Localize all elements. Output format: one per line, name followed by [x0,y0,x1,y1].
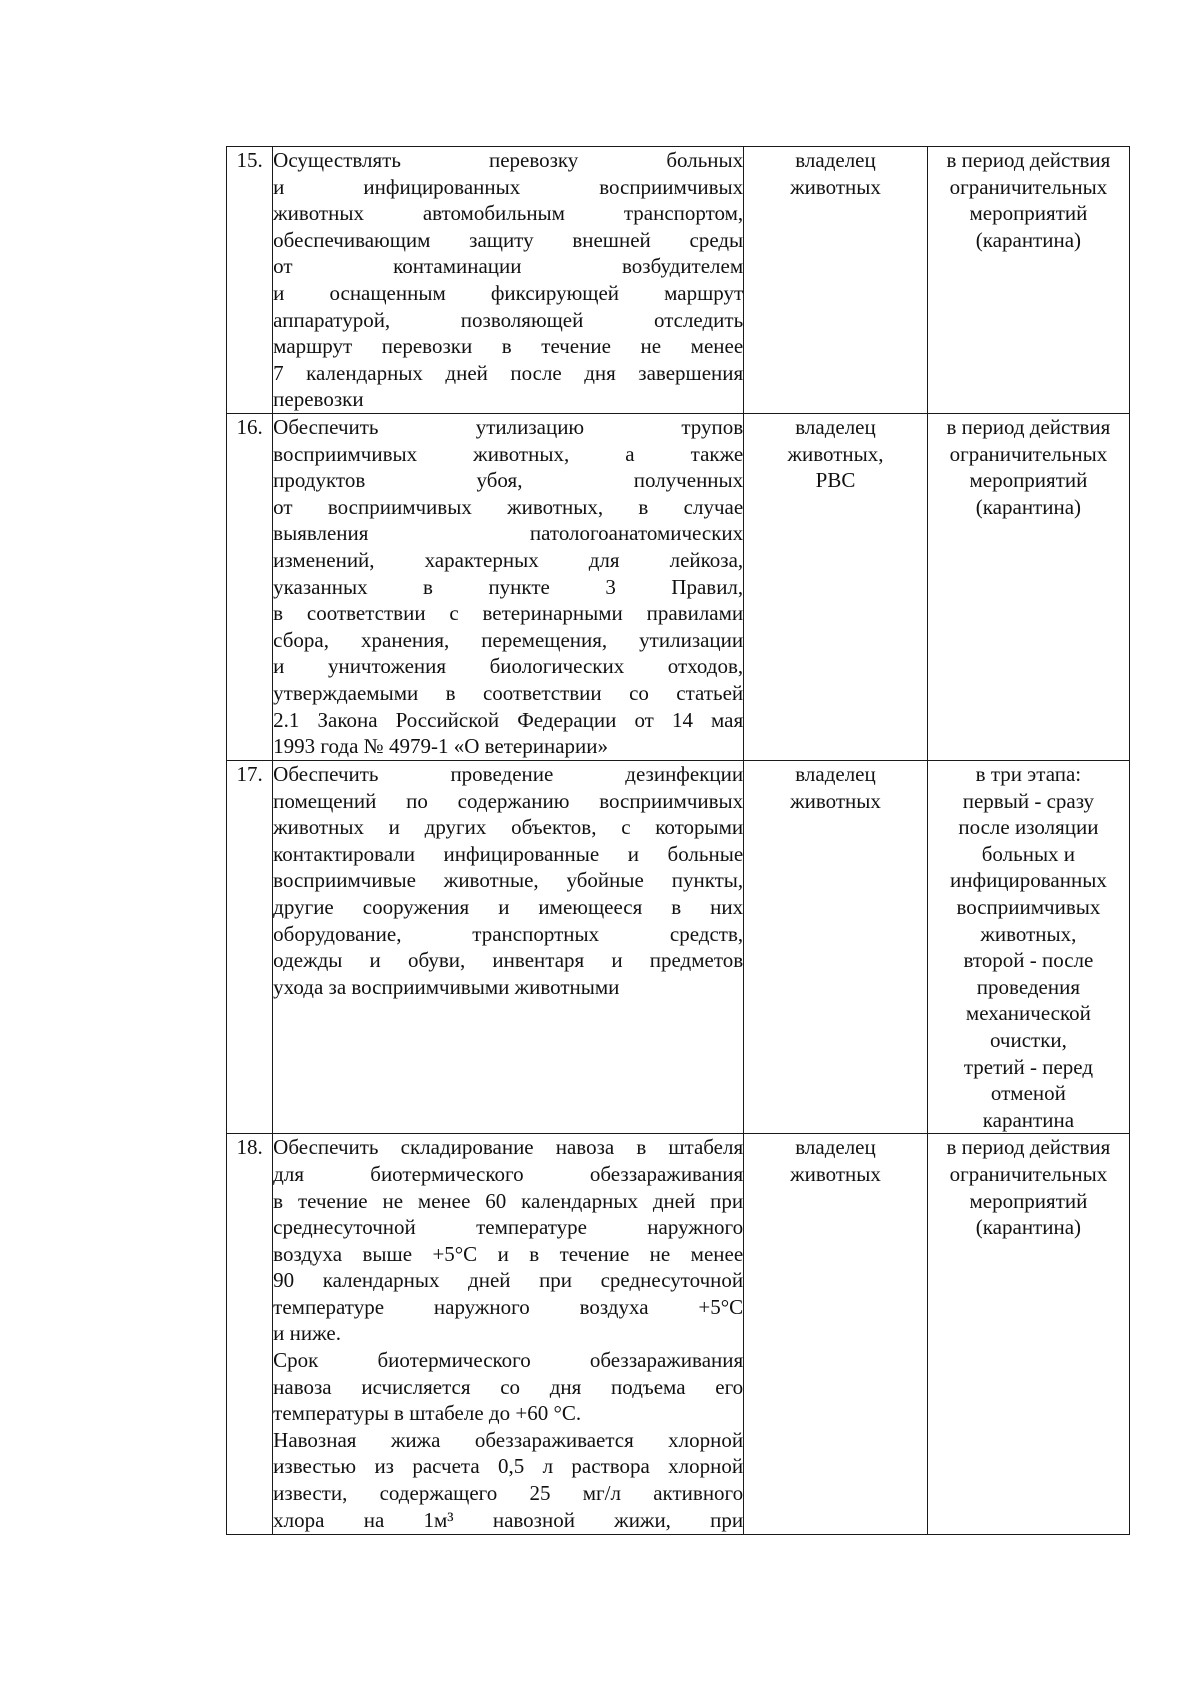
text-line: владелец [795,1135,876,1160]
text-line: Срок биотермического обеззараживания [273,1348,744,1373]
text-line: одежды и обуви, инвентаря и предметов [273,948,744,973]
text-line: от восприимчивых животных, в случае [273,494,744,519]
text-line: выявления патологоанатомических [273,521,744,546]
measures-table [226,146,1130,1535]
text-line: в три этапа: [975,762,1082,786]
text-line: отменой [990,1081,1066,1106]
text-line: в период действия [946,1135,1111,1160]
text-line: маршрут перевозки в течение не менее [273,334,744,359]
text-line: второй - после [963,948,1094,973]
action-cell [273,1134,744,1535]
text-line: животных автомобильным транспортом, [273,201,744,226]
text-line: ограничительных [949,1161,1108,1186]
action-cell [273,414,744,761]
text-line: и оснащенным фиксирующей маршрут [273,280,744,305]
text-line: 7 календарных дней после дня завершения [273,360,744,385]
text-line: владелец [795,148,876,172]
table-row [227,1134,1130,1535]
action-cell [273,761,744,1134]
text-line: Обеспечить проведение дезинфекции [273,762,744,786]
text-line: (карантина) [975,494,1082,519]
text-line: карантина [982,1107,1075,1132]
responsible-cell [744,147,928,414]
text-line: больных и [981,841,1076,866]
text-line: помещений по содержанию восприимчивых [273,788,744,813]
text-line: в период действия [946,148,1111,172]
text-line: температуры в штабеле до +60 °C. [273,1401,582,1426]
text-line: хлора на 1м³ навозной жижи, при [273,1507,744,1532]
text-line: (карантина) [975,227,1082,252]
text-line: оборудование, транспортных средств, [273,921,744,946]
text-line: утверждаемыми в соответствии со статьей [273,680,744,705]
text-line: для биотермического обеззараживания [273,1161,744,1186]
text-line: после изоляции [958,815,1099,840]
text-line: животных, [980,921,1077,946]
text-line: сбора, хранения, перемещения, утилизации [273,627,744,652]
period-cell [927,761,1129,1134]
text-line: Осуществлять перевозку больных [273,148,744,172]
text-line: обеспечивающим защиту внешней среды [273,227,744,252]
responsible-cell [744,414,928,761]
text-line: Обеспечить складирование навоза в штабеля [273,1135,744,1160]
text-line: среднесуточной температуре наружного [273,1215,744,1240]
text-line: мероприятий [969,1188,1088,1213]
row-number: 16. [227,414,273,761]
text-line: 2.1 Закона Российской Федерации от 14 мая [273,707,744,732]
text-line: в период действия [946,415,1111,439]
text-line: изменений, характерных для лейкоза, [273,547,744,572]
text-line: и ниже. [273,1321,341,1346]
text-line: от контаминации возбудителем [273,254,744,279]
text-line: аппаратурой, позволяющей отследить [273,307,744,332]
text-line: очистки, [989,1027,1067,1052]
period-cell [927,1134,1129,1535]
text-line: ухода за восприимчивыми животными [273,974,620,999]
text-line: восприимчивых животных, а также [273,441,744,466]
text-line: перевозки [273,387,364,412]
action-cell [273,147,744,414]
text-line: восприимчивые животные, убойные пункты, [273,868,744,893]
text-line: РВС [815,468,856,493]
text-line: и инфицированных восприимчивых [273,174,744,199]
table-row [227,414,1130,761]
text-line: животных, [787,441,884,466]
row-number: 15. [227,147,273,414]
text-line: указанных в пункте 3 Правил, [273,574,744,599]
text-line: в течение не менее 60 календарных дней при [273,1188,744,1213]
text-line: третий - перед [963,1054,1094,1079]
row-number: 17. [227,761,273,1134]
text-line: 1993 года № 4979-1 «О ветеринарии» [273,734,608,759]
text-line: воздуха выше +5°C и в течение не менее [273,1241,744,1266]
text-line: животных [790,788,881,813]
text-line: владелец [795,762,876,786]
row-number: 18. [227,1134,273,1535]
text-line: механической [965,1001,1091,1026]
period-cell [927,147,1129,414]
responsible-cell [744,1134,928,1535]
measures-table-body [227,147,1130,1535]
text-line: мероприятий [969,468,1088,493]
text-line: животных [790,174,881,199]
text-line: первый - сразу [962,788,1095,813]
table-row [227,147,1130,414]
text-line: Навозная жижа обеззараживается хлорной [273,1427,744,1452]
text-line: и уничтожения биологических отходов, [273,654,744,679]
text-line: извести, содержащего 25 мг/л активного [273,1481,744,1506]
responsible-cell [744,761,928,1134]
text-line: мероприятий [969,201,1088,226]
text-line: владелец [795,415,876,439]
text-line: животных и других объектов, с которыми [273,815,744,840]
text-line: животных [790,1161,881,1186]
text-line: навоза исчисляется со дня подъема его [273,1374,744,1399]
text-line: (карантина) [975,1215,1082,1240]
text-line: ограничительных [949,174,1108,199]
text-line: Обеспечить утилизацию трупов [273,415,744,439]
text-line: контактировали инфицированные и больные [273,841,744,866]
period-cell [927,414,1129,761]
text-line: продуктов убоя, полученных [273,468,744,493]
text-line: инфицированных [949,868,1107,893]
text-line: восприимчивых [956,894,1101,919]
table-row [227,761,1130,1134]
text-line: 90 календарных дней при среднесуточной [273,1268,744,1293]
text-line: проведения [976,974,1081,999]
text-line: ограничительных [949,441,1108,466]
text-line: известью из расчета 0,5 л раствора хлорной [273,1454,744,1479]
text-line: другие сооружения и имеющееся в них [273,894,744,919]
text-line: температуре наружного воздуха +5°C [273,1294,744,1319]
text-line: в соответствии с ветеринарными правилами [273,601,744,626]
